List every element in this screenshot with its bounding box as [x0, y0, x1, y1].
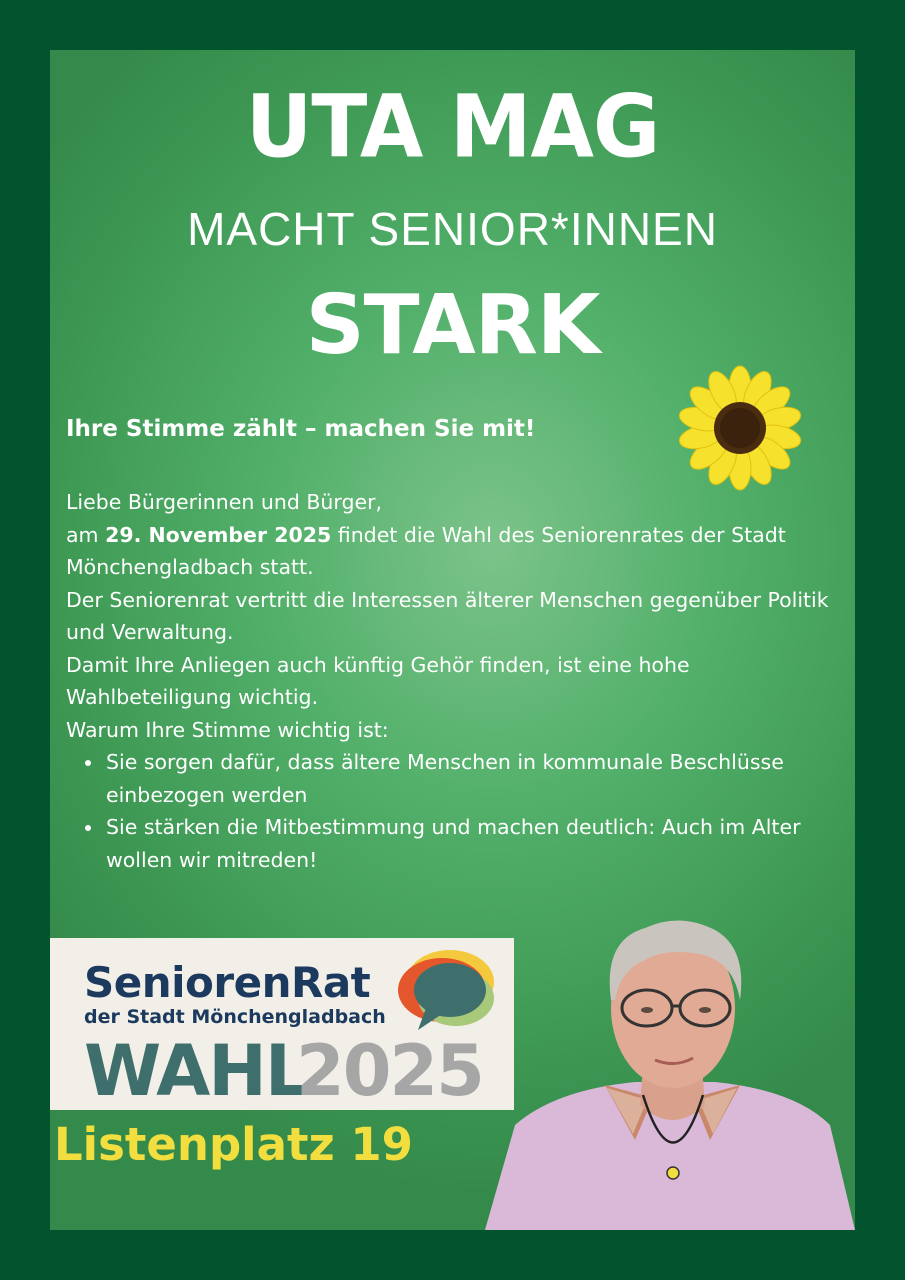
paragraph-why: Warum Ihre Stimme wichtig ist: — [66, 717, 389, 742]
paragraph-seniorenrat: Der Seniorenrat vertritt die Interessen älterer Menschen gegenüber Politik und Verwaltung. — [66, 587, 829, 644]
logo-city: der Stadt Mönchengladbach — [84, 1006, 386, 1028]
body-text — [66, 486, 841, 876]
paragraph-turnout: Damit Ihre Anliegen auch künftig Gehör finden, ist eine hohe Wahlbeteiligung wichtig. — [66, 652, 690, 709]
headline-middle: MACHT SENIOR*INNEN — [187, 203, 718, 255]
reasons-list — [66, 746, 841, 876]
list-item: • Sie stärken die Mitbestimmung und machen deutlich: Auch im Alter wollen wir mitreden! — [104, 811, 841, 876]
greeting: Liebe Bürgerinnen und Bürger, — [66, 490, 383, 514]
headline-stark: STARK — [305, 278, 600, 373]
seniorenrat-wahl-logo — [50, 938, 514, 1110]
subheadline: Ihre Stimme zählt – machen Sie mit! — [66, 416, 536, 442]
poster — [50, 50, 855, 1230]
logo-wahl: WAHL — [84, 1030, 308, 1112]
election-date-sentence — [66, 519, 841, 584]
logo-name: SeniorenRat — [84, 958, 371, 1007]
list-position: Listenplatz 19 — [54, 1118, 413, 1171]
date-suffix: findet die Wahl des Seniorenrates der Stadt Mönchengladbach statt. — [66, 522, 786, 579]
speech-bubbles-icon — [390, 946, 500, 1041]
list-item: • Sie sorgen dafür, dass ältere Menschen in kommunale Beschlüsse einbezogen werden — [104, 746, 841, 811]
sunflower-icon — [675, 363, 805, 493]
logo-year: 2025 — [296, 1030, 483, 1112]
election-date: 29. November 2025 — [105, 522, 332, 547]
date-prefix: am — [66, 522, 106, 547]
headline-name: UTA MAG — [245, 77, 660, 178]
candidate-photo — [485, 890, 855, 1230]
